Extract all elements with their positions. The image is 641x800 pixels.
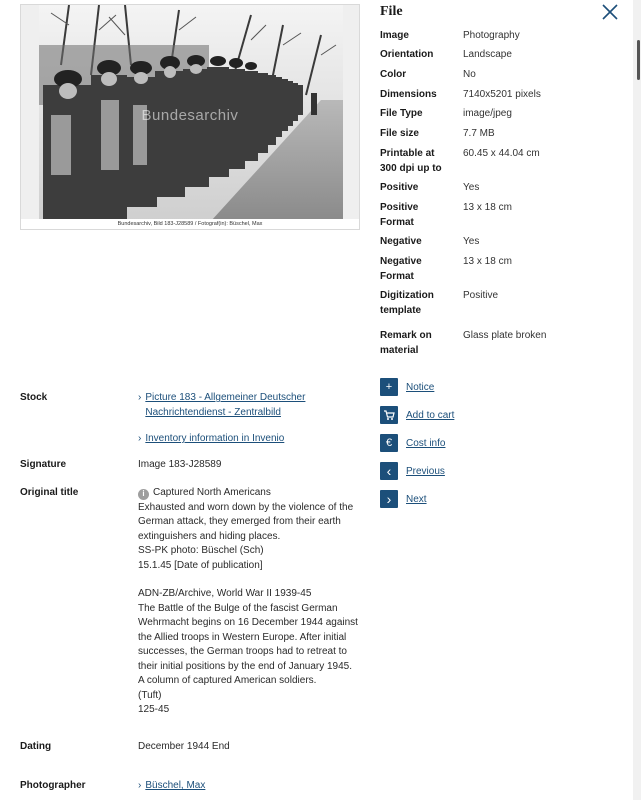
detail-value [138, 391, 328, 420]
cost-info-link[interactable]: Cost info [406, 437, 446, 449]
meta-value: 13 x 18 cm [463, 202, 512, 213]
meta-value: Yes [463, 182, 480, 193]
photo-caption: Bundesarchiv, Bild 183-J28589 / Fotograf(in): Büschel, Max [21, 219, 359, 229]
scrollbar-thumb[interactable] [637, 40, 640, 80]
meta-value: No [463, 69, 476, 80]
chevron-left-icon: ‹ [386, 463, 392, 479]
notice-action[interactable] [380, 378, 434, 396]
meta-value: 7140x5201 pixels [463, 89, 541, 100]
meta-value: 7.7 MB [463, 128, 495, 139]
detail-value [138, 779, 360, 794]
meta-value: Glass plate broken [463, 330, 547, 341]
detail-value [138, 486, 360, 718]
cart-action[interactable] [380, 406, 454, 424]
meta-key: Remark on material [380, 330, 432, 356]
info-icon[interactable]: i [138, 489, 149, 500]
previous-button[interactable] [380, 462, 398, 480]
notice-link[interactable]: Notice [406, 381, 435, 393]
next-button[interactable] [380, 490, 398, 508]
photo-watermark: Bundesarchiv [141, 107, 239, 124]
meta-key: Negative Format [380, 256, 422, 282]
cart-icon [383, 409, 395, 421]
meta-key: Positive Format [380, 202, 419, 228]
close-button[interactable] [600, 2, 620, 22]
meta-value: Yes [463, 236, 480, 247]
original-title-heading: Captured North Americans [153, 487, 271, 498]
euro-icon: € [385, 437, 393, 449]
detail-key: Dating [20, 741, 52, 752]
meta-key: Color [380, 69, 407, 80]
detail-key: Stock [20, 392, 48, 403]
detail-value: December 1944 End [138, 741, 230, 752]
inventory-info-link[interactable]: Inventory information in Invenio [145, 433, 285, 444]
meta-key: Orientation [380, 49, 434, 60]
meta-key: Negative [380, 236, 422, 247]
page-scrollbar[interactable] [633, 0, 641, 800]
meta-key: Digitization template [380, 290, 434, 316]
detail-key: Original title [20, 487, 79, 498]
chevron-right-icon: › [138, 392, 142, 403]
meta-key: File Type [380, 108, 423, 119]
original-title-text: Exhausted and worn down by the violence of the German attack, they emerged from their earth extinguishers and hiding places. SS-PK photo: Büschel (Sch) 15.1.45 [Date of publication] [138, 501, 354, 571]
meta-value: image/jpeg [463, 108, 512, 119]
add-to-cart-link[interactable]: Add to cart [406, 409, 455, 421]
detail-value [138, 432, 360, 447]
meta-value: Landscape [463, 49, 512, 60]
add-to-cart-button[interactable] [380, 406, 398, 424]
meta-value: 60.45 x 44.04 cm [463, 148, 540, 159]
meta-key: File size [380, 128, 419, 139]
meta-value: 13 x 18 cm [463, 256, 512, 267]
chevron-right-icon: › [386, 491, 392, 507]
meta-key: Printable at 300 dpi up to [380, 148, 442, 174]
cost-info-action[interactable] [380, 434, 445, 452]
detail-key: Photographer [20, 780, 86, 791]
meta-key: Image [380, 30, 409, 41]
plus-icon: + [385, 381, 393, 393]
add-notice-button[interactable] [380, 378, 398, 396]
meta-key: Positive [380, 182, 419, 193]
meta-value: Photography [463, 30, 520, 41]
next-action[interactable] [380, 490, 427, 508]
original-title-archive-text: ADN-ZB/Archive, World War II 1939-45 The Battle of the Bulge of the fascist German Wehrmacht begins on 16 December 1944 against the Allied troops in Western Europe. After initial successes, the German troops had to retreat to their initial positions by the end of January 1945. A column of captured American soldiers. (Tuft) 125-45 [138, 588, 358, 715]
previous-link[interactable]: Previous [406, 465, 445, 477]
previous-action[interactable] [380, 462, 445, 480]
stock-collection-link[interactable]: Picture 183 - Allgemeiner Deutscher Nachrichtendienst - Zentralbild [145, 392, 306, 418]
archive-photo [20, 4, 360, 230]
detail-value: Image 183-J28589 [138, 459, 222, 470]
cost-info-button[interactable] [380, 434, 398, 452]
next-link[interactable]: Next [406, 493, 427, 505]
detail-key: Signature [20, 459, 67, 470]
chevron-right-icon: › [138, 780, 142, 791]
close-icon [600, 2, 620, 22]
chevron-right-icon: › [138, 433, 142, 444]
meta-key: Dimensions [380, 89, 437, 100]
panel-title: File [380, 4, 403, 19]
photographer-link[interactable]: Büschel, Max [145, 780, 206, 791]
meta-value: Positive [463, 290, 499, 301]
